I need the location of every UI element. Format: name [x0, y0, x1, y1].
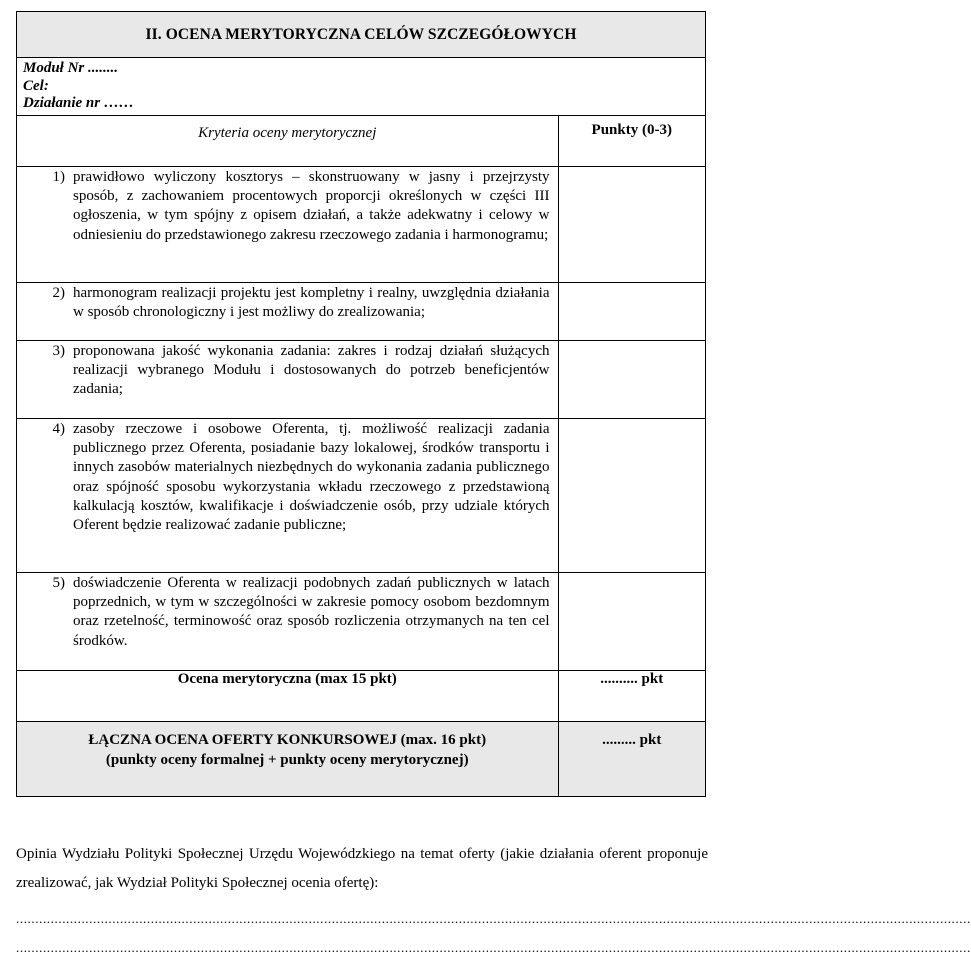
points-cell[interactable]	[558, 283, 705, 341]
points-cell[interactable]	[558, 419, 705, 573]
points-header: Punkty (0-3)	[591, 122, 672, 138]
criterion-number: 5)	[52, 575, 65, 591]
merit-score-row	[17, 671, 705, 722]
evaluation-form	[16, 11, 706, 797]
total-score-row	[17, 722, 705, 797]
criteria-table	[17, 116, 705, 796]
criterion-row	[17, 283, 705, 341]
goal-field[interactable]: Cel:	[23, 77, 49, 94]
criterion-text: prawidłowo wyliczony kosztorys – skonstruowany w jasny i przejrzysty sposób, z zachowaniem procentowych proporcji określonych w części III ogłoszenia, w tym spójny z opisem działań, a także adekwatny i celowy w odniesieniu do przedstawionego zakresu rzeczowego zadania i harmonogramu;	[73, 169, 550, 243]
points-cell[interactable]	[558, 573, 705, 671]
total-score-value[interactable]: ......... pkt	[558, 722, 705, 797]
opinion-prompt: Opinia Wydziału Polityki Społecznej Urzędu Wojewódzkiego na temat oferty (jakie działania oferent proponuje zrealizować, jak Wydział Polityki Społecznej ocenia ofertę):	[16, 846, 708, 891]
criterion-row	[17, 573, 705, 671]
criteria-header: Kryteria oceny merytorycznej	[17, 116, 558, 167]
criterion-text: proponowana jakość wykonania zadania: zakres i rodzaj działań służących realizacji wybranego Modułu i dostosowanych do potrzeb beneficjentów zadania;	[73, 343, 550, 398]
module-field[interactable]: Moduł Nr ........	[23, 60, 119, 76]
total-score-sublabel: (punkty oceny formalnej + punkty oceny merytorycznej)	[105, 752, 469, 768]
opinion-line-2[interactable]: ........................................................................................................................................................................................................................................................	[16, 940, 971, 955]
merit-score-label: Ocena merytoryczna (max 15 pkt)	[17, 671, 558, 722]
opinion-line-1[interactable]: ........................................................................................................................................................................................................................................................	[16, 911, 971, 926]
merit-score-value[interactable]: .......... pkt	[558, 671, 705, 722]
criterion-number: 1)	[52, 169, 65, 185]
total-score-label: ŁĄCZNA OCENA OFERTY KONKURSOWEJ (max. 16 pkt)	[88, 732, 487, 748]
points-cell[interactable]	[558, 167, 705, 283]
action-field[interactable]: Działanie nr ……	[23, 95, 134, 111]
points-cell[interactable]	[558, 341, 705, 419]
criterion-row	[17, 341, 705, 419]
criterion-text: zasoby rzeczowe i osobowe Oferenta, tj. możliwość realizacji zadania publicznego przez Oferenta, posiadanie bazy lokalowej, środków transportu i innych zasobów materialnych niezbędnych do wykonania zadania publicznego oraz spójność sposobu wykorzystania wkładu rzeczowego z przedstawioną kalkulacją kosztów, kwalifikacje i doświadczenie osób, przy udziale których Oferent będzie realizować zadanie publiczne;	[73, 421, 550, 534]
criterion-number: 2)	[52, 285, 65, 301]
meta-block	[17, 58, 705, 116]
criterion-number: 3)	[52, 343, 65, 359]
criterion-text: doświadczenie Oferenta w realizacji podobnych zadań publicznych w latach poprzednich, w tym w szczególności w zakresie pomocy osobom bezdomnym oraz rzetelność, terminowość oraz sposób rozliczenia otrzymanych na ten cel środków.	[73, 575, 550, 649]
table-header-row	[17, 116, 705, 167]
criterion-text: harmonogram realizacji projektu jest kompletny i realny, uwzględnia działania w sposób chronologiczny i jest możliwy do zrealizowania;	[73, 285, 550, 321]
form-frame	[16, 11, 706, 797]
criterion-number: 4)	[52, 421, 65, 437]
criterion-row	[17, 167, 705, 283]
section-title: II. OCENA MERYTORYCZNA CELÓW SZCZEGÓŁOWYCH	[17, 12, 705, 58]
criterion-row	[17, 419, 705, 573]
